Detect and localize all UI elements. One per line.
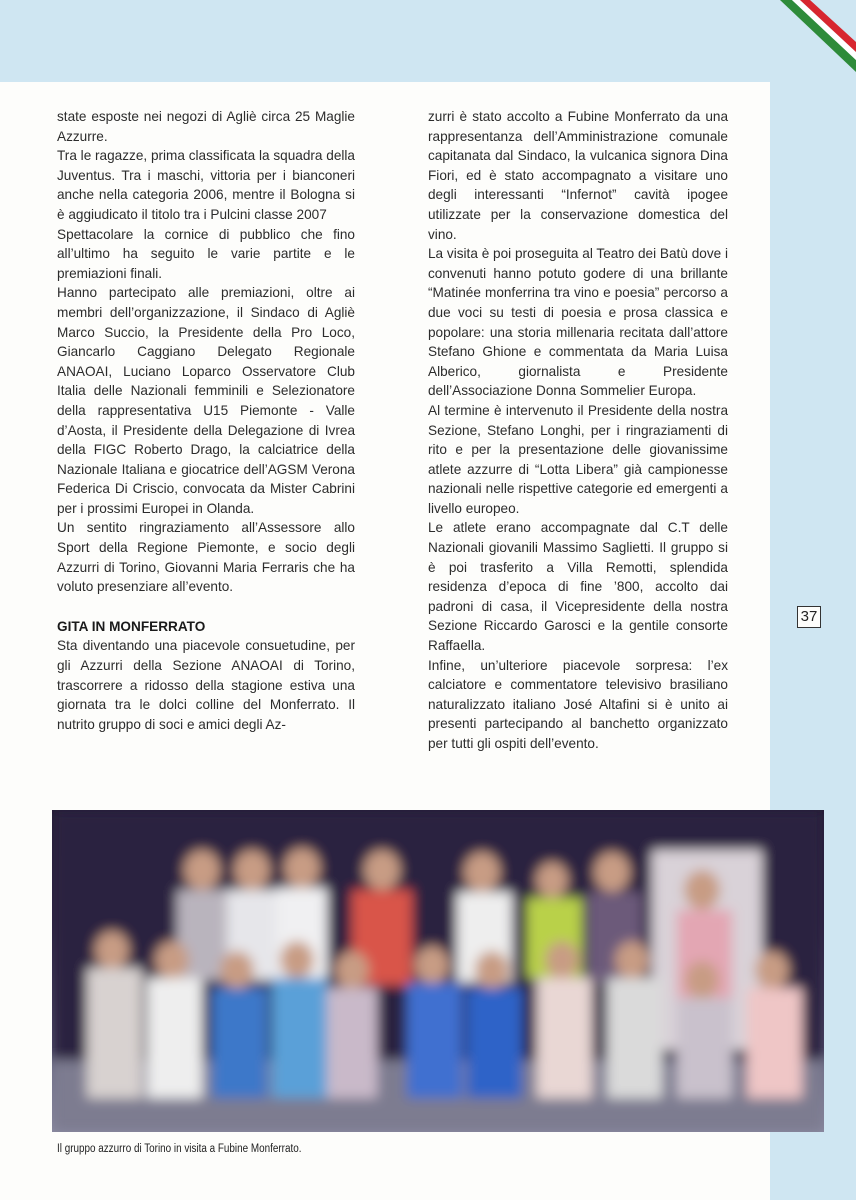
paragraph: Le atlete erano accompagnate dal C.T delle Nazionali giovanili Massimo Saglietti. Il gruppo si è poi trasferito a Villa Remotti, splendida residenza d’epoca di fine ’800, accolto dai padroni di casa, il Vicepresidente della nostra Sezione Riccardo Garosci e la gentile consorte Raffaella. [428,520,728,654]
group-photo-illustration [52,810,824,1132]
paragraph: Un sentito ringraziamento all’Assessore allo Sport della Regione Piemonte, e socio degli Azzurri di Torino, Giovanni Maria Ferraris che ha voluto presenziare all’evento. [57,520,355,595]
paragraph: Tra le ragazze, prima classificata la squadra della Juventus. Tra i maschi, vittoria per i bianconeri anche nella categoria 2006, mentre il Bologna si è aggiudicato il titolo tra i Pulcini classe 2007 [57,148,355,222]
paragraph: La visita è poi proseguita al Teatro dei Batù dove i convenuti hanno potuto godere di una brillante “Matinée monferrina tra vino e poesia” percorso a due voci su testi di poesia e prosa classica e popolare: una storia millenaria recitata dall’attore Stefano Ghione e commentata da Maria Luisa Alberico, giornalista e Presidente dell’Associazione Donna Sommelier Europa. [428,246,728,399]
paragraph: Sta diventando una piacevole consuetudine, per gli Azzurri della Sezione ANAOAI di Torino, trascorrere a ridosso della stagione estiva una giornata tra le dolci colline del Monferrato. Il nutrito gruppo di soci e amici degli Az- [57,638,355,732]
paragraph: state esposte nei negozi di Agliè circa 25 Maglie Azzurre. [57,109,355,144]
paragraph: Hanno partecipato alle premiazioni, oltre ai membri dell’organizzazione, il Sindaco di Agliè Marco Succio, la Presidente della Pro Loco, Giancarlo Caggiano Delegato Regionale ANAOAI, Luciano Loparco Osservatore Club Italia delle Nazionali femminili e Selezionatore della rappresentativa U15 Piemonte - Valle d’Aosta, il Presidente della Delegazione di Ivrea della FIGC Roberto Drago, la calciatrice della Nazionale Italiana e giocatrice dell’AGSM Verona Federica Di Criscio, convocata da Mister Cabrini per i prossimi Europei in Olanda. [57,285,355,516]
section-heading: GITA IN MONFERRATO [57,618,206,634]
photo-caption: Il gruppo azzurro di Torino in visita a Fubine Monferrato. [57,1143,302,1155]
right-text-column [428,107,728,754]
paragraph: Spettacolare la cornice di pubblico che fino all’ultimo ha seguito le varie partite e le premiazioni finali. [57,226,355,281]
paragraph: zurri è stato accolto a Fubine Monferrato da una rappresentanza dell’Amministrazione comunale capitanata dal Sindaco, la vulcanica signora Dina Fiori, ed è stato accompagnato a visitare uno degli interessanti “Infernot” cavità ipogee utilizzate per la conservazione domestica del vino. [428,109,728,242]
top-color-band [0,0,856,82]
paragraph: Al termine è intervenuto il Presidente della nostra Sezione, Stefano Longhi, per i ringraziamenti di rito e per la presentazione delle giovanissime atlete azzurre di “Lotta Libera” già campionesse nazionali nelle rispettive categorie ed emergenti a livello europeo. [428,402,728,516]
paragraph: Infine, un’ulteriore piacevole sorpresa: l’ex calciatore e commentatore televisivo brasiliano naturalizzato italiano José Altafini si è unito ai presenti partecipando al banchetto organizzato per tutti gli ospiti dell’evento. [428,657,728,751]
left-text-column [57,107,355,734]
page-number: 37 [797,606,821,628]
italian-flag-stripes [770,0,856,82]
group-photo [52,810,824,1132]
